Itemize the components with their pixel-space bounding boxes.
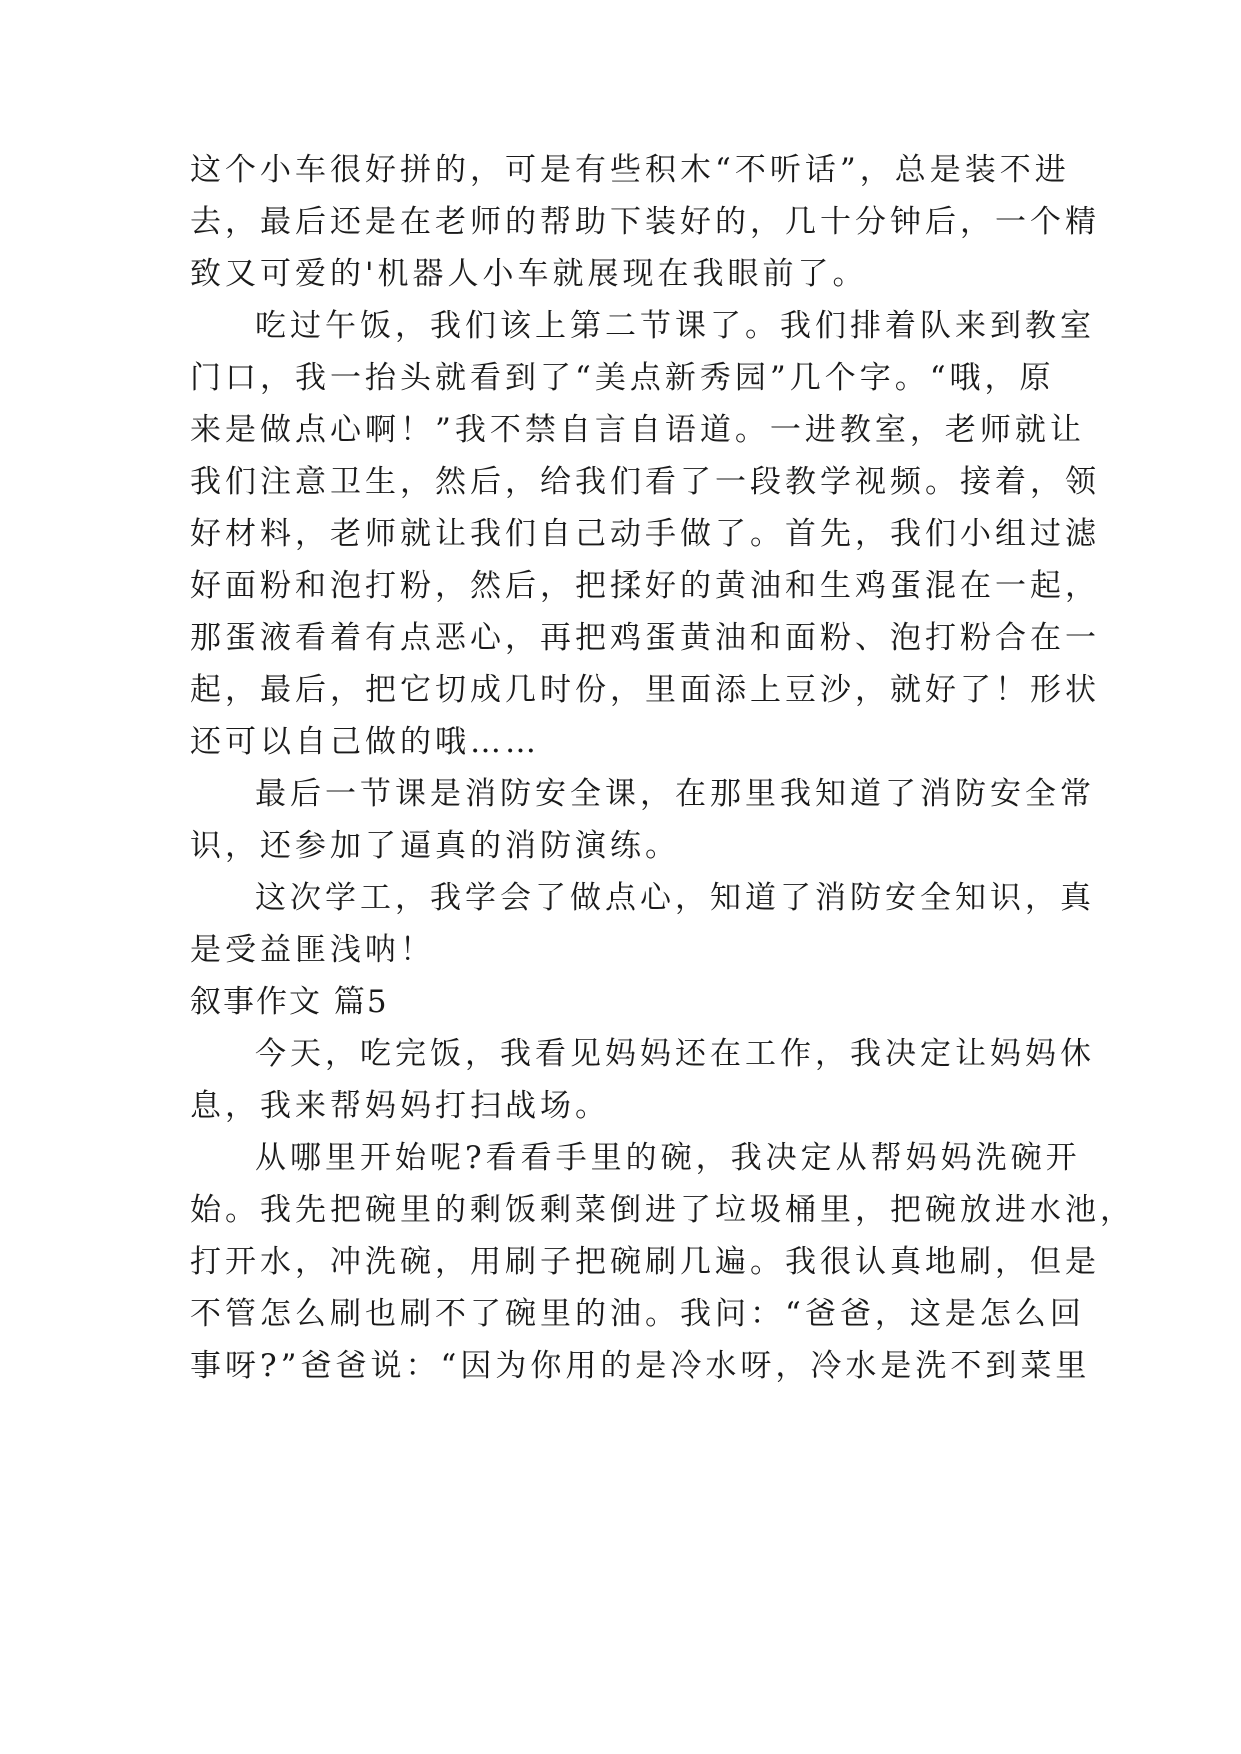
text-line: 这次学工，我学会了做点心，知道了消防安全知识，真: [255, 880, 1095, 916]
text-line: 最后一节课是消防安全课，在那里我知道了消防安全常: [255, 776, 1095, 812]
text-line: 始。我先把碗里的剩饭剩菜倒进了垃圾桶里，把碗放进水池，: [190, 1192, 1135, 1228]
text-line: 去，最后还是在老师的帮助下装好的，几十分钟后，一个精: [190, 204, 1100, 240]
text-line: 那蛋液看着有点恶心，再把鸡蛋黄油和面粉、泡打粉合在一: [190, 620, 1100, 656]
text-line: 吃过午饭，我们该上第二节课了。我们排着队来到教室: [255, 308, 1095, 344]
text-line: 还可以自己做的哦……: [190, 724, 540, 760]
text-line: 事呀?”爸爸说：“因为你用的是冷水呀，冷水是洗不到菜里: [190, 1348, 1091, 1384]
text-line: 致又可爱的'机器人小车就展现在我眼前了。: [190, 256, 868, 292]
text-line: 是受益匪浅呐！: [190, 932, 435, 968]
text-line: 我们注意卫生，然后，给我们看了一段教学视频。接着，领: [190, 464, 1100, 500]
section-heading: 叙事作文 篇5: [190, 984, 389, 1020]
text-line: 起，最后，把它切成几时份，里面添上豆沙，就好了！形状: [190, 672, 1100, 708]
text-line: 从哪里开始呢?看看手里的碗，我决定从帮妈妈洗碗开: [255, 1140, 1081, 1176]
text-line: 门口，我一抬头就看到了“美点新秀园”几个字。“哦，原: [190, 360, 1055, 396]
text-line: 不管怎么刷也刷不了碗里的油。我问：“爸爸，这是怎么回: [190, 1296, 1085, 1332]
text-line: 今天，吃完饭，我看见妈妈还在工作，我决定让妈妈休: [255, 1036, 1095, 1072]
text-line: 来是做点心啊！”我不禁自言自语道。一进教室，老师就让: [190, 412, 1085, 448]
text-line: 这个小车很好拼的，可是有些积木“不听话”，总是装不进: [190, 152, 1070, 188]
text-line: 息，我来帮妈妈打扫战场。: [190, 1088, 610, 1124]
text-line: 好材料，老师就让我们自己动手做了。首先，我们小组过滤: [190, 516, 1100, 552]
text-line: 打开水，冲洗碗，用刷子把碗刷几遍。我很认真地刷，但是: [190, 1244, 1100, 1280]
text-line: 识，还参加了逼真的消防演练。: [190, 828, 680, 864]
text-line: 好面粉和泡打粉，然后，把揉好的黄油和生鸡蛋混在一起，: [190, 568, 1100, 604]
